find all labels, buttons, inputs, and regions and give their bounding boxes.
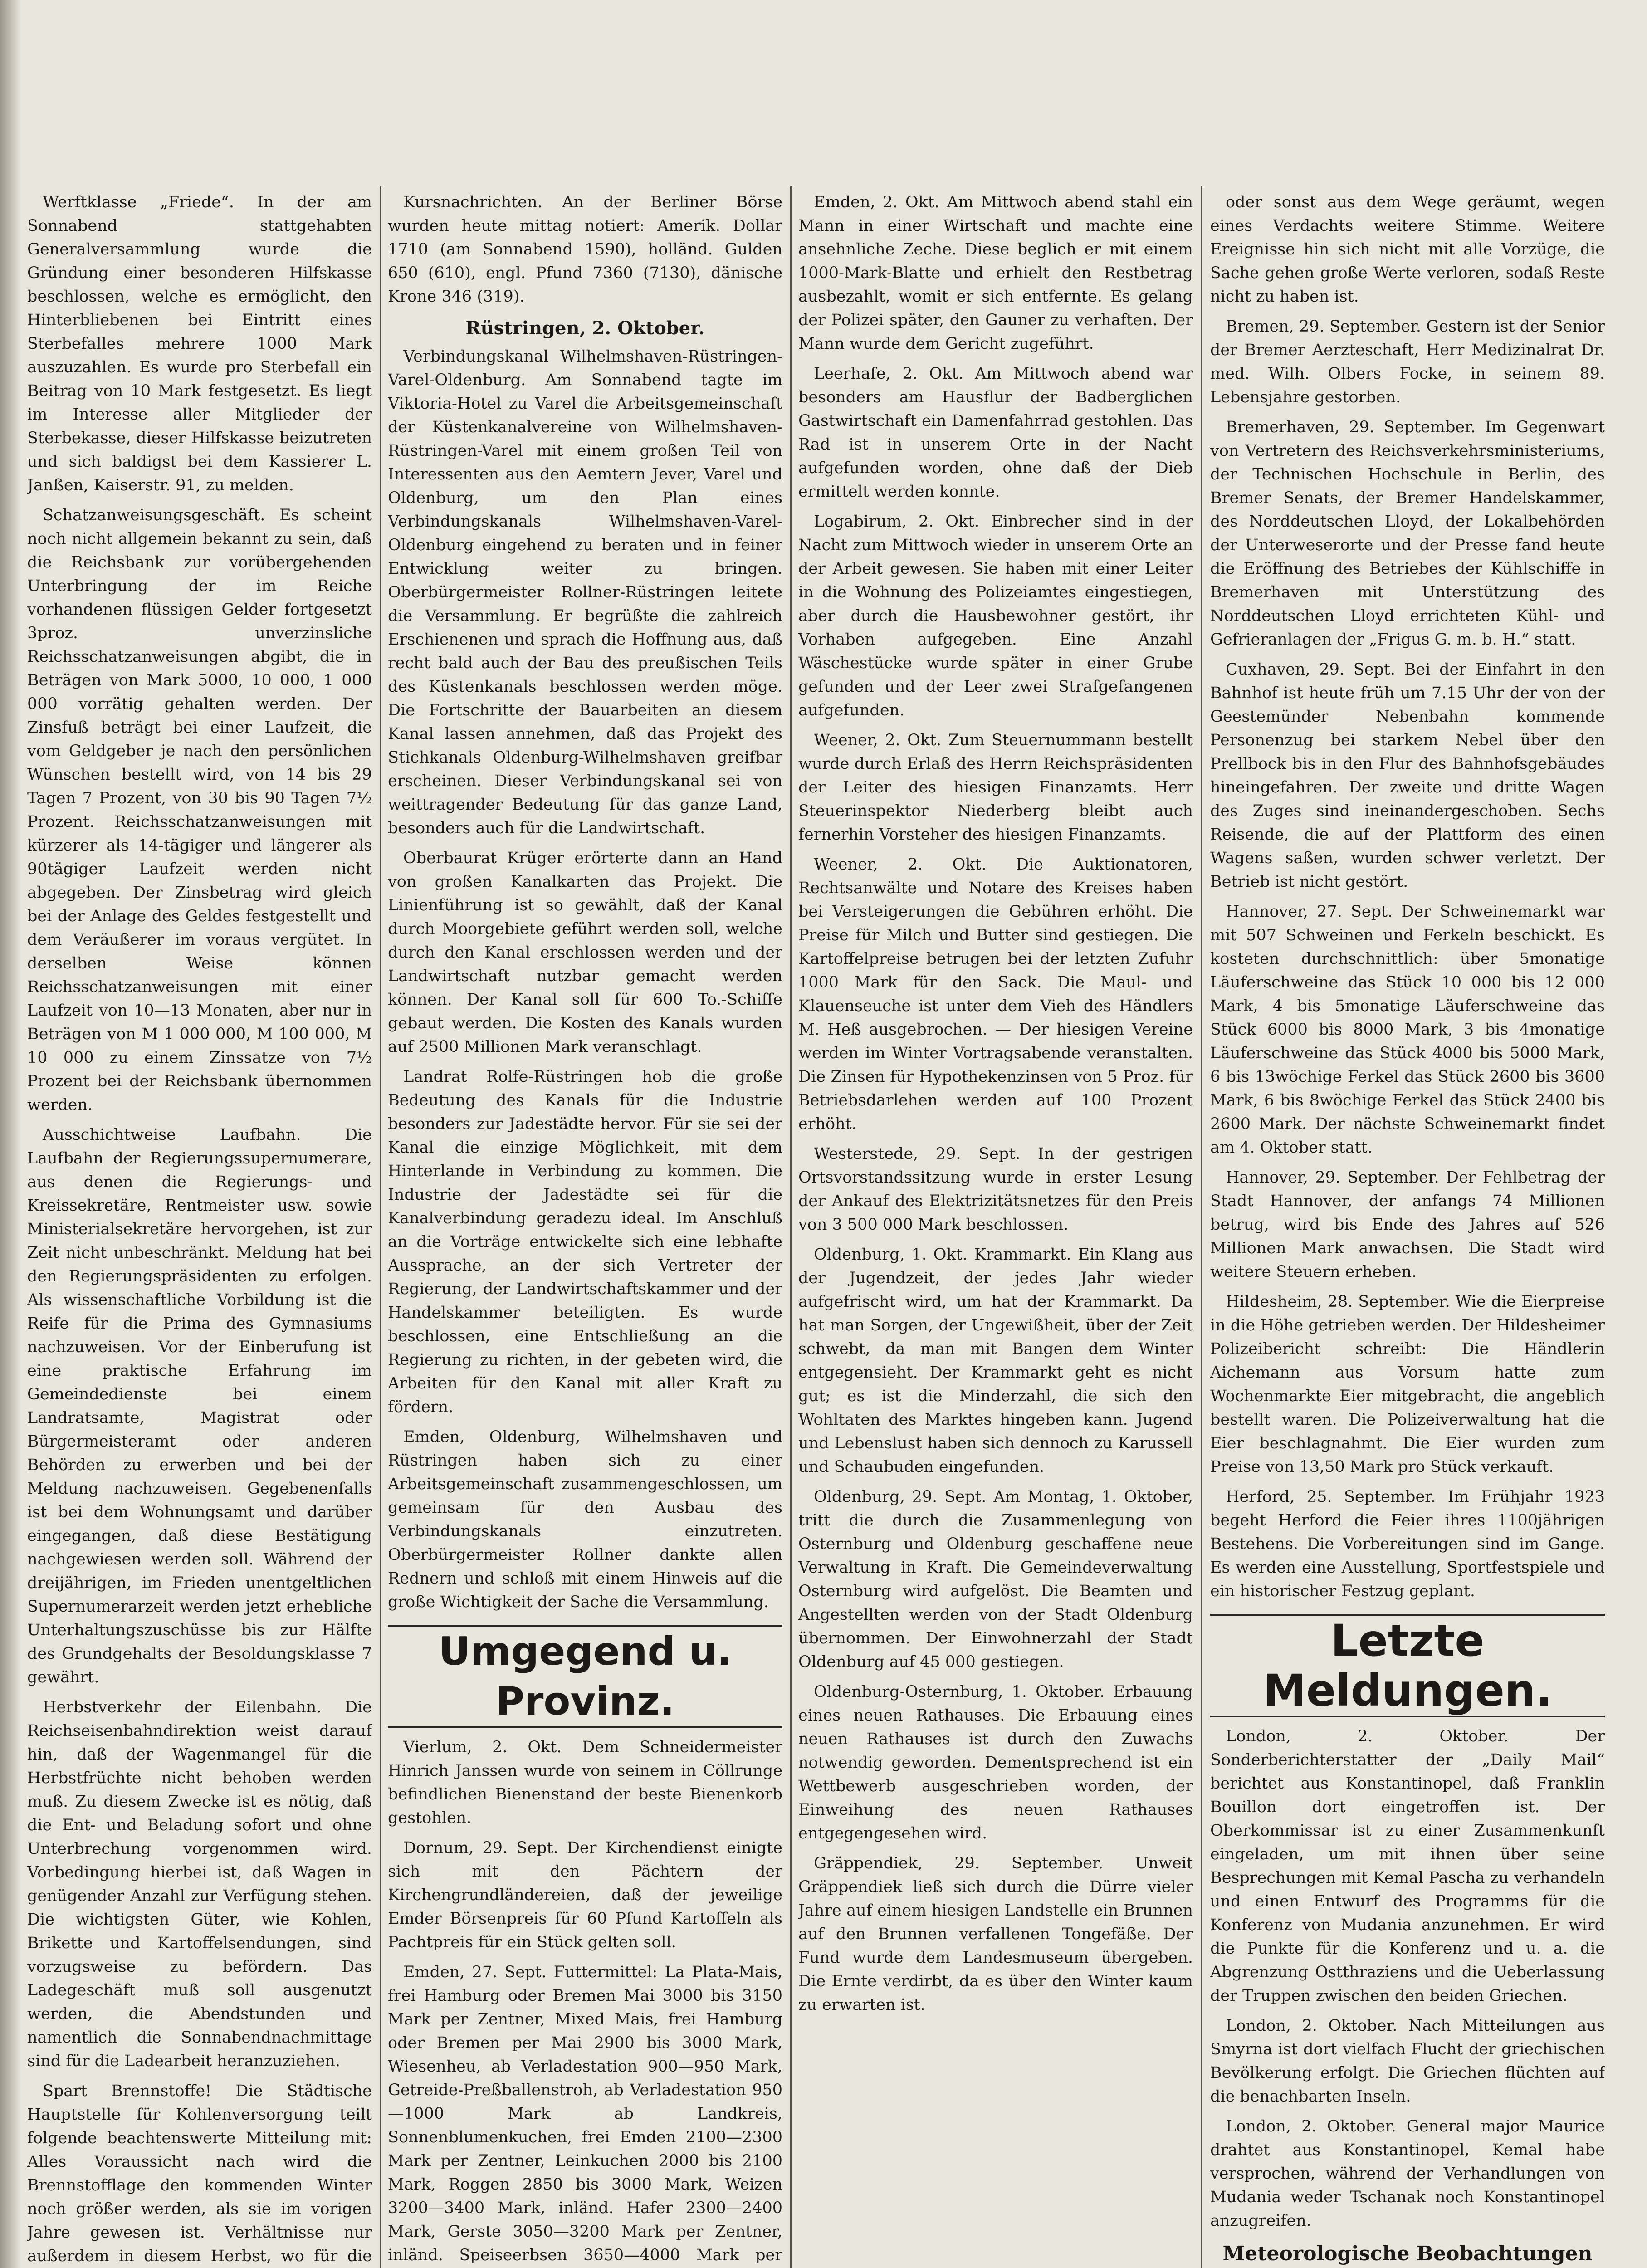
article-paragraph: Emden, 2. Okt. Am Mittwoch abend stahl ein Mann in einer Wirtschaft und machte eine ansehnliche Zeche. Diese beglich er mit einem 1000-Mark-Blatte und erhielt den Restbetrag ausbezahlt, womit er sich entfernte. Es gelang der Polizei später, den Gauner zu verhaften. Der Mann wurde dem Gericht zugeführt. bbox=[798, 193, 1193, 353]
weather-title: Meteorologische Beobachtungen bbox=[1222, 2242, 1593, 2265]
article-paragraph: Verbindungskanal Wilhelmshaven-Rüstringen-Varel-Oldenburg. Am Sonnabend tagte im Viktoria-Hotel zu Varel die Arbeitsgemeinschaft der Küstenkanalvereine von Wilhelmshaven-Rüstringen-Varel mit einem großen Teil von Interessenten aus den Aemtern Jever, Varel und Oldenburg, um den Plan eines Verbindungskanals Wilhelmshaven-Varel-Oldenburg eingehend zu beraten und in feiner Entwicklung weiter zu bringen. Oberbürgermeister Rollner-Rüstringen leitete die Versammlung. Er begrüßte die zahlreich Erschienenen und sprach die Hoffnung aus, daß recht bald auch der Bau des preußischen Teils des Küstenkanals beschlossen werden möge. Die Fortschritte der Bauarbeiten an diesem Kanal lassen annehmen, daß das Projekt des Stichkanals Oldenburg-Wilhelmshaven greifbar erscheinen. Dieser Verbindungskanal sei von weittragender Bedeutung für das ganze Land, besonders auch für die Landwirtschaft. bbox=[388, 347, 782, 837]
article-paragraph: Leerhafe, 2. Okt. Am Mittwoch abend war besonders am Hausflur der Badberglichen Gastwirtschaft ein Damenfahrrad gestohlen. Das Rad ist in unserem Orte in der Nacht aufgefunden worden, ohne daß der Dieb ermittelt werden konnte. bbox=[798, 365, 1193, 501]
column-2 bbox=[388, 191, 782, 2268]
article-paragraph: Weener, 2. Okt. Die Auktionatoren, Rechtsanwälte und Notare des Kreises haben bei Versteigerungen die Gebühren erhöht. Die Preise für Milch und Butter sind gestiegen. Die Kartoffelpreise betrugen bei der letzten Zufuhr 1000 Mark für den Sack. Die Maul- und Klauenseuche ist unter dem Vieh des Händlers M. Heß ausgebrochen. — Der hiesigen Vereine werden im Winter Vortragsabende veranstalten. Die Zinsen für Hypothekenzinsen von 5 Proz. für Betriebsdarlehen werden auf 100 Prozent erhöht. bbox=[798, 855, 1193, 1133]
article-paragraph: Cuxhaven, 29. Sept. Bei der Einfahrt in den Bahnhof ist heute früh um 7.15 Uhr der von der Geestemünder Nebenbahn kommende Personenzug bei starkem Nebel über den Prellbock bis in den Flur des Bahnhofsgebäudes hineingefahren. Der zweite und dritte Wagen des Zuges sind ineinandergeschoben. Sechs Reisende, die auf der Plattform des einen Wagens saßen, wurden schwer verletzt. Der Betrieb ist nicht gestört. bbox=[1210, 660, 1605, 891]
article-paragraph: Oldenburg, 29. Sept. Am Montag, 1. Oktober, tritt die durch die Zusammenlegung von Osternburg und Oldenburg geschaffene neue Verwaltung in Kraft. Die Gemeindeverwaltung Osternburg wird aufgelöst. Die Beamten und Angestellten werden von der Stadt Oldenburg übernommen. Der Einwohnerzahl der Stadt Oldenburg auf 45 000 gestiegen. bbox=[798, 1488, 1193, 1671]
article-paragraph: oder sonst aus dem Wege geräumt, wegen eines Verdachts weitere Stimme. Weitere Ereignisse hin sich nicht mit alle Vorzüge, die Sache gehen große Werte verloren, sodaß Reste nicht zu haben ist. bbox=[1210, 193, 1605, 306]
article-paragraph: Ausschichtweise Laufbahn. Die Laufbahn der Regierungssupernumerare, aus denen die Regierungs- und Kreissekretäre, Rentmeister usw. sowie Ministerialsekretäre hervorgehen, ist zur Zeit nicht unbeschränkt. Meldung hat bei den Regierungspräsidenten zu erfolgen. Als wissenschaftliche Vorbildung ist die Reife für die Prima des Gymnasiums nachzuweisen. Vor der Einberufung ist eine praktische Erfahrung im Gemeindedienste bei einem Landratsamte, Magistrat oder Bürgermeisteramt oder anderen Behörden zu erwerben und bei der Meldung nachzuweisen. Gegebenenfalls ist bei dem Wohnungsamt und darüber eingegangen, daß diese Bestätigung nachgewiesen werden soll. Während der dreijährigen, im Frieden unentgeltlichen Supernumerarzeit werden jetzt erhebliche Unterhaltungszuschüsse bis zur Hälfte des Grundgehalts der Besoldungsklasse 7 gewährt. bbox=[27, 1126, 372, 1686]
article-paragraph: Dornum, 29. Sept. Der Kirchendienst einigte sich mit den Pächtern der Kirchengrundländereien, daß der jeweilige Emder Börsenpreis für 60 Pfund Kartoffeln als Pachtpreis für ein Stück gelten soll. bbox=[388, 1839, 782, 1951]
article-paragraph: Landrat Rolfe-Rüstringen hob die große Bedeutung des Kanals für die Industrie besonders zur Jadestädte hervor. Für sie sei der Kanal die einzige Möglichkeit, mit dem Hinterlande in Verbindung zu kommen. Die Industrie der Jadestädte sei für die Kanalverbindung geradezu ideal. Im Anschluß an die Vorträge entwickelte sich eine lebhafte Aussprache, an der sich Vertreter der Regierung, der Landwirtschaftskammer und der Handelskammer beteiligten. Es wurde beschlossen, eine Entschließung an die Regierung zu richten, in der gebeten wird, die Arbeiten für den Kanal mit aller Kraft zu fördern. bbox=[388, 1068, 782, 1416]
article-paragraph: Westerstede, 29. Sept. In der gestrigen Ortsvorstandssitzung wurde in erster Lesung der Ankauf des Elektrizitätsnetzes für den Preis von 3 500 000 Mark beschlossen. bbox=[798, 1145, 1193, 1234]
article-paragraph: Weener, 2. Okt. Zum Steuernummann bestellt wurde durch Erlaß des Herrn Reichspräsidenten der Leiter des hiesigen Finanzamts. Herr Steuerinspektor Niederberg bleibt auch fernerhin Vorsteher des hiesigen Finanzamts. bbox=[798, 731, 1193, 844]
column-rule-3 bbox=[1201, 186, 1202, 2268]
article-paragraph: London, 2. Oktober. General major Maurice drahtet aus Konstantinopel, Kemal habe versprochen, während der Verhandlungen von Mudania weder Tschanak noch Konstantinopel anzugreifen. bbox=[1210, 2117, 1605, 2230]
article-paragraph: Hannover, 27. Sept. Der Schweinemarkt war mit 507 Schweinen und Ferkeln beschickt. Es kosteten durchschnittlich: über 5monatige Läuferschweine das Stück 10 000 bis 12 000 Mark, 4 bis 5monatige Läuferschweine das Stück 6000 bis 8000 Mark, 3 bis 4monatige Läuferschweine das Stück 4000 bis 5000 Mark, 6 bis 13wöchige Ferkel das Stück 2600 bis 3600 Mark, 6 bis 8wöchige Ferkel das Stück 2400 bis 2600 Mark. Der nächste Schweinemarkt findet am 4. Oktober statt. bbox=[1210, 903, 1605, 1157]
article-paragraph: Logabirum, 2. Okt. Einbrecher sind in der Nacht zum Mittwoch wieder in unserem Orte an der Arbeit gewesen. Sie haben mit einer Leiter in die Wohnung des Polizeiamtes eingestiegen, aber durch die Hausbewohner gestört, ihr Vorhaben aufgegeben. Eine Anzahl Wäschestücke wurde später in einer Grube gefunden und der Leer zwei Strafgefangenen aufgefunden. bbox=[798, 513, 1193, 719]
section-title-umgegend: Umgegend u. Provinz. bbox=[388, 1625, 782, 1728]
article-paragraph: Vierlum, 2. Okt. Dem Schneidermeister Hinrich Janssen wurde von seinem in Cöllrunge befindlichen Bienenstand der beste Bienenkorb gestohlen. bbox=[388, 1738, 782, 1827]
article-paragraph: Herbstverkehr der Eilenbahn. Die Reichseisenbahndirektion weist darauf hin, daß der Wagenmangel für die Herbstfrüchte nicht behoben werden muß. Zu diesem Zwecke ist es nötig, daß die Ent- und Beladung sofort und ohne Unterbrechung vorgenommen wird. Vorbedingung hierbei ist, daß Wagen in genügender Anzahl zur Verfügung stehen. Die wichtigsten Güter, wie Kohlen, Brikette und Kartoffelsendungen, sind vorzugsweise zu befördern. Das Ladegeschäft muß soll ausgenutzt werden, die Abendstunden und namentlich die Sonnabendnachmittage sind für die Ladearbeit heranzuziehen. bbox=[27, 1698, 372, 2070]
article-paragraph: Oldenburg, 1. Okt. Krammarkt. Ein Klang aus der Jugendzeit, der jedes Jahr wieder aufgefrischt wird, um hat der Krammarkt. Da hat man Sorgen, der Ungewißheit, über der Zeit schwebt, da man mit Bangen dem Winter entgegensieht. Der Krammarkt geht es nicht gut; es ist die Minderzahl, die sich den Wohltaten des Marktes hingeben kann. Jugend und Lebenslust haben sich dennoch zu Karussell und Schaubuden eingefunden. bbox=[798, 1246, 1193, 1476]
column-3 bbox=[798, 191, 1193, 2268]
dateline-ruestringen: Rüstringen, 2. Oktober. bbox=[465, 318, 705, 339]
article-paragraph: Emden, Oldenburg, Wilhelmshaven und Rüstringen haben sich zu einer Arbeitsgemeinschaft zusammengeschlossen, um gemeinsam für den Ausbau des Verbindungskanals einzutreten. Oberbürgermeister Rollner dankte allen Rednern und schloß mit einem Hinweis auf die große Wichtigkeit der Sache die Versammlung. bbox=[388, 1428, 782, 1611]
article-paragraph: Bremerhaven, 29. September. Im Gegenwart von Vertretern des Reichsverkehrsministeriums, der Technischen Hochschule in Berlin, des Bremer Senats, der Bremer Handelskammer, des Norddeutschen Lloyd, der Lokalbehörden der Unterweserorte und der Presse fand heute die Eröffnung des Betriebes der Kühlschiffe in Bremerhaven mit Unterstützung des Norddeutschen Lloyd errichteten Kühl- und Gefrieranlagen der „Frigus G. m. b. H.“ statt. bbox=[1210, 418, 1605, 649]
article-paragraph: Spart Brennstoffe! Die Städtische Hauptstelle für Kohlenversorgung teilt folgende beachtenswerte Mitteilung mit: Alles Voraussicht nach wird die Brennstofflage den kommenden Winter noch größer werden, als sie im vorigen Jahre gewesen ist. Verhältnisse nur außerdem in diesem Herbst, wo für die bbox=[27, 2082, 372, 2265]
article-paragraph: Herford, 25. September. Im Frühjahr 1923 begeht Herford die Feier ihres 1100jährigen Bestehens. Die Vorbereitungen sind im Gange. Es werden eine Ausstellung, Sportfestspiele und ein historischer Festzug geplant. bbox=[1210, 1488, 1605, 1600]
article-paragraph: Bremen, 29. September. Gestern ist der Senior der Bremer Aerzteschaft, Herr Medizinalrat Dr. med. Wilh. Olbers Focke, in seinem 89. Lebensjahre gestorben. bbox=[1210, 318, 1605, 406]
article-paragraph: Werftklasse „Friede“. In der am Sonnabend stattgehabten Generalversammlung wurde die Gründung einer besonderen Hilfskasse beschlossen, welche es ermöglicht, den Hinterbliebenen bei Eintritt eines Sterbefalles mehrere 1000 Mark auszuzahlen. Es wurde pro Sterbefall ein Beitrag von 10 Mark festgesetzt. Es liegt im Interesse aller Mitglieder der Sterbekasse, dieser Hilfskasse beizutreten und sich baldigst bei dem Kassierer L. Janßen, Kaiserstr. 91, zu melden. bbox=[27, 193, 372, 494]
column-4 bbox=[1210, 191, 1605, 2268]
column-1 bbox=[27, 191, 372, 2268]
article-paragraph: Emden, 27. Sept. Futtermittel: La Plata-Mais, frei Hamburg oder Bremen Mai 3000 bis 3150 Mark per Zentner, Mixed Mais, frei Hamburg oder Bremen per Mai 2900 bis 3000 Mark, Wiesenheu, ab Verladestation 900—950 Mark, Getreide-Preßballenstroh, ab Verladestation 950—1000 Mark ab Landkreis, Sonnenblumenkuchen, frei Emden 2100—2300 Mark per Zentner, Leinkuchen 2000 bis 2100 Mark, Roggen 2850 bis 3000 Mark, Weizen 3200—3400 Mark, inländ. Hafer 2300—2400 Mark, Gerste 3050—3200 Mark per Zentner, inländ. Speiseerbsen 3650—4000 Mark per bbox=[388, 1963, 782, 2264]
column-rule-2 bbox=[790, 186, 792, 2268]
article-paragraph: Hildesheim, 28. September. Wie die Eierpreise in die Höhe getrieben werden. Der Hildesheimer Polizeibericht schreibt: Die Händlerin Aichemann aus Vorsum hatte zum Wochenmarkte Eier mitgebracht, die angeblich bestellt waren. Die Polizeiverwaltung hat die Eier beschlagnahmt. Die Eier wurden zum Preise von 13,50 Mark pro Stück verkauft. bbox=[1210, 1293, 1605, 1476]
column-rule-1 bbox=[380, 186, 381, 2268]
article-paragraph: Oberbaurat Krüger erörterte dann an Hand von großen Kanalkarten das Projekt. Die Linienführung ist so gewählt, daß der Kanal durch Moorgebiete geführt werden soll, welche durch den Kanal erschlossen werden und der Landwirtschaft nutzbar gemacht werden können. Der Kanal soll für 600 To.-Schiffe gebaut werden. Die Kosten des Kanals wurden auf 2500 Millionen Mark veranschlagt. bbox=[388, 849, 782, 1056]
article-paragraph: London, 2. Oktober. Nach Mitteilungen aus Smyrna ist dort vielfach Flucht der griechischen Bevölkerung erfolgt. Die Griechen flüchten auf die benachbarten Inseln. bbox=[1210, 2017, 1605, 2106]
article-paragraph: London, 2. Oktober. Der Sonderberichterstatter der „Daily Mail“ berichtet aus Konstantinopel, daß Franklin Bouillon dort eingetroffen ist. Der Oberkommissar ist zu einer Zusammenkunft eingeladen, um mit ihnen über seine Besprechungen mit Kemal Pascha zu verhandeln und einen Entwurf des Programms für die Konferenz von Mudania anzunehmen. Er wird die Punkte für die Konferenz und u. a. die Abgrenzung Ostthraziens und die Ueberlassung der Truppen zwischen den beiden Griechen. bbox=[1210, 1727, 1605, 2005]
article-paragraph: Kursnachrichten. An der Berliner Börse wurden heute mittag notiert: Amerik. Dollar 1710 (am Sonnabend 1590), holländ. Gulden 650 (610), engl. Pfund 7360 (7130), dänische Krone 346 (319). bbox=[388, 193, 782, 306]
article-paragraph: Oldenburg-Osternburg, 1. Oktober. Erbauung eines neuen Rathauses. Die Erbauung eines neuen Rathauses ist durch den Zuwachs notwendig geworden. Dementsprechend ist ein Wettbewerb ausgeschrieben worden, der Einweihung des neuen Rathauses entgegengesehen wird. bbox=[798, 1683, 1193, 1843]
page-fold-shadow bbox=[0, 0, 21, 2268]
article-paragraph: Gräppendiek, 29. September. Unweit Gräppendiek ließ sich durch die Dürre vieler Jahre auf einem hiesigen Landstelle ein Brunnen auf den Brunnen verfallenen Tongefäße. Der Fund wurde dem Landesmuseum übergeben. Die Ernte verdirbt, da es über den Winter kaum zu erwarten ist. bbox=[798, 1854, 1193, 2014]
section-title-letzte-meldungen: Letzte Meldungen. bbox=[1210, 1614, 1605, 1717]
article-paragraph: Hannover, 29. September. Der Fehlbetrag der Stadt Hannover, der anfangs 74 Millionen betrug, wird bis Ende des Jahres auf 526 Millionen Mark anwachsen. Die Stadt wird weitere Steuern erheben. bbox=[1210, 1168, 1605, 1281]
article-paragraph: Schatzanweisungsgeschäft. Es scheint noch nicht allgemein bekannt zu sein, daß die Reichsbank zur vorübergehenden Unterbringung der im Reiche vorhandenen flüssigen Gelder fortgesetzt 3proz. unverzinsliche Reichsschatzanweisungen abgibt, die in Beträgen von Mark 5000, 10 000, 1 000 000 vorrätig gehalten werden. Der Zinsfuß beträgt bei einer Laufzeit, die vom Geldgeber je nach den persönlichen Wünschen bestellt wird, von 14 bis 29 Tagen 7 Prozent, von 30 bis 90 Tagen 7½ Prozent. Reichsschatzanweisungen mit kürzerer als 14-tägiger und längerer als 90tägiger Laufzeit werden nicht abgegeben. Der Zinsbetrag wird gleich bei der Anlage des Geldes festgestellt und dem Veräußerer im voraus vergütet. In derselben Weise können Reichsschatzanweisungen mit einer Laufzeit von 10—13 Monaten, aber nur in Beträgen von M 1 000 000, M 100 000, M 10 000 zu einem Zinssatze von 7½ Prozent bei der Reichsbank übernommen werden. bbox=[27, 506, 372, 1114]
